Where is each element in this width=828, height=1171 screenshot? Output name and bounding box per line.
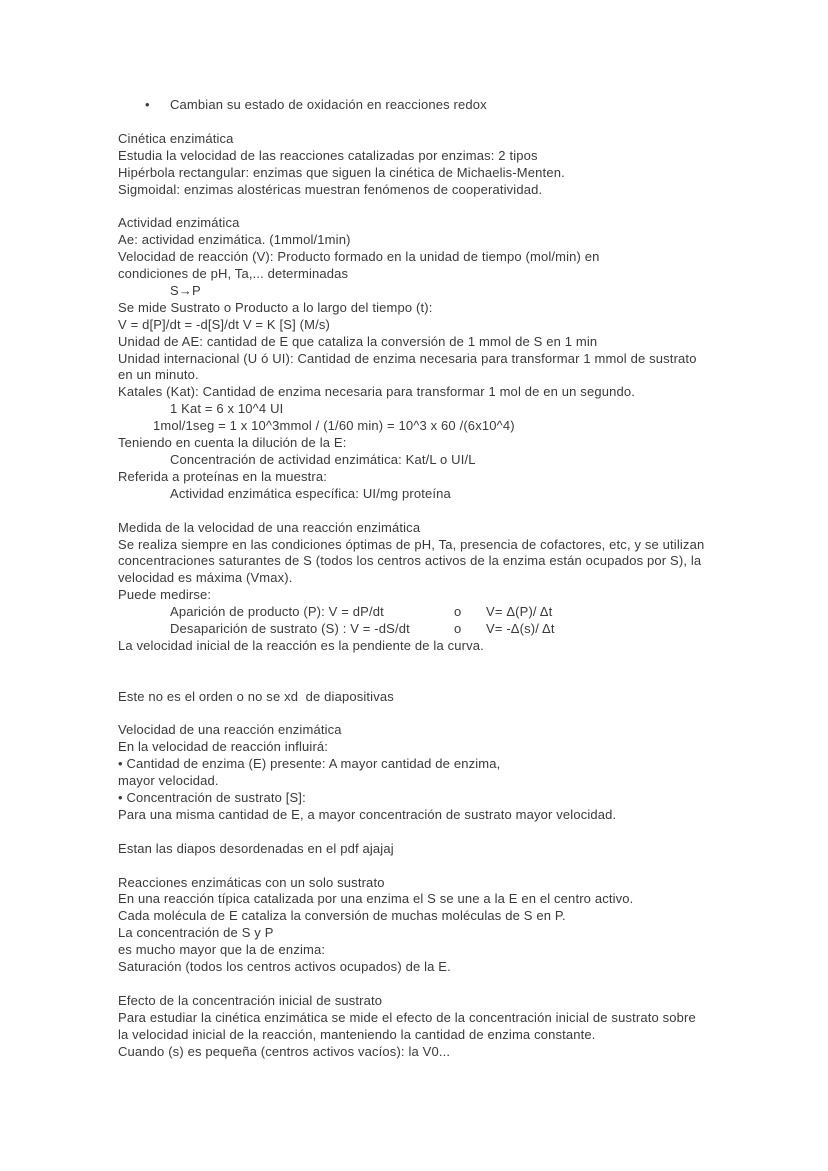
text-line: la velocidad inicial de la reacción, manteniendo la cantidad de enzima constante. bbox=[118, 1026, 596, 1042]
text-line: en un minuto. bbox=[118, 367, 199, 383]
text-line: Hipérbola rectangular: enzimas que siguen la cinética de Michaelis-Menten. bbox=[118, 164, 565, 180]
bullet-paragraph bbox=[118, 97, 778, 114]
text-line: condiciones de pH, Ta,... determinadas bbox=[118, 266, 349, 282]
text-line: La concentración de S y P bbox=[118, 925, 274, 941]
text-line bbox=[118, 604, 778, 621]
text-line: Concentración de actividad enzimática: Kat/L o UI/L bbox=[170, 452, 476, 467]
text-line: Para estudiar la cinética enzimática se mide el efecto de la concentración inicial de sustrato sobre bbox=[118, 1009, 696, 1025]
text-line: 1 Kat = 6 x 10^4 UI bbox=[170, 401, 284, 417]
text-line: Actividad enzimática específica: UI/mg proteína bbox=[170, 485, 451, 501]
text-line: concentraciones saturantes de S (todos los centros activos de la enzima están ocupados por S), la bbox=[118, 553, 702, 569]
text-line: En la velocidad de reacción influirá: bbox=[118, 739, 329, 755]
text-line: La velocidad inicial de la reacción es la pendiente de la curva. bbox=[118, 637, 484, 653]
formula-segment: o bbox=[454, 604, 462, 620]
paragraph bbox=[118, 993, 778, 1061]
text-line: Estan las diapos desordenadas en el pdf ajajaj bbox=[118, 840, 394, 856]
paragraph bbox=[118, 722, 778, 823]
text-line: 1mol/1seg = 1 x 10^3mmol / (1/60 min) = 10^3 x 60 /(6x10^4) bbox=[153, 418, 515, 434]
formula-segment: V= Δ(P)/ Δt bbox=[486, 604, 553, 620]
text-line: En una reacción típica catalizada por una enzima el S se une a la E en el centro activo. bbox=[118, 891, 634, 907]
text-line: Unidad internacional (U ó UI): Cantidad de enzima necesaria para transformar 1 mmol de sustrato bbox=[118, 350, 697, 366]
text-line: Sigmoidal: enzimas alostéricas muestran fenómenos de cooperatividad. bbox=[118, 181, 543, 197]
paragraph bbox=[118, 841, 778, 858]
text-line: Unidad de AE: cantidad de E que cataliza la conversión de 1 mmol de S en 1 min bbox=[118, 333, 598, 349]
text-line: Estudia la velocidad de las reacciones catalizadas por enzimas: 2 tipos bbox=[118, 147, 538, 163]
text-line: Medida de la velocidad de una reacción enzimática bbox=[118, 519, 421, 535]
formula-segment: V= -Δ(s)/ Δt bbox=[486, 621, 555, 637]
text-line: es mucho mayor que la de enzima: bbox=[118, 942, 326, 958]
text-line: • Cantidad de enzima (E) presente: A mayor cantidad de enzima, bbox=[118, 756, 501, 772]
text-line: Velocidad de una reacción enzimática bbox=[118, 722, 342, 738]
formula-segment: Aparición de producto (P): V = dP/dt bbox=[170, 604, 384, 620]
formula-segment: o bbox=[454, 621, 462, 637]
bullet-item-text: Cambian su estado de oxidación en reacciones redox bbox=[170, 97, 487, 112]
text-line: Katales (Kat): Cantidad de enzima necesaria para transformar 1 mol de en un segundo. bbox=[118, 384, 635, 400]
text-line: V = d[P]/dt = -d[S]/dt V = K [S] (M/s) bbox=[118, 316, 330, 332]
text-line: Referida a proteínas en la muestra: bbox=[118, 468, 328, 484]
paragraph bbox=[118, 131, 778, 199]
text-line: Reacciones enzimáticas con un solo sustrato bbox=[118, 874, 385, 890]
paragraph bbox=[118, 215, 778, 502]
text-line: Ae: actividad enzimática. (1mmol/1min) bbox=[118, 232, 351, 248]
paragraph bbox=[118, 689, 778, 706]
text-line: velocidad es máxima (Vmax). bbox=[118, 570, 293, 586]
text-line: Velocidad de reacción (V): Producto formado en la unidad de tiempo (mol/min) en bbox=[118, 249, 600, 265]
paragraph bbox=[118, 520, 778, 655]
paragraph bbox=[118, 875, 778, 976]
formula-segment: Desaparición de sustrato (S) : V = -dS/dt bbox=[170, 621, 410, 637]
text-line bbox=[118, 621, 778, 638]
text-line: Cada molécula de E cataliza la conversión de muchas moléculas de S en P. bbox=[118, 908, 566, 924]
text-line: Se mide Sustrato o Producto a lo largo del tiempo (t): bbox=[118, 299, 433, 315]
text-line: S→P bbox=[170, 282, 201, 298]
text-line: Este no es el orden o no se xd de diapositivas bbox=[118, 688, 394, 704]
text-line: Puede medirse: bbox=[118, 587, 212, 603]
text-line: Se realiza siempre en las condiciones óptimas de pH, Ta, presencia de cofactores, etc, y se utilizan bbox=[118, 536, 705, 552]
text-line: • Concentración de sustrato [S]: bbox=[118, 790, 306, 806]
text-line: mayor velocidad. bbox=[118, 773, 219, 789]
text-line bbox=[118, 97, 778, 114]
text-line: Teniendo en cuenta la dilución de la E: bbox=[118, 435, 347, 451]
document-content bbox=[118, 97, 778, 1061]
bullet-icon: • bbox=[145, 97, 150, 112]
text-line: Cuando (s) es pequeña (centros activos vacíos): la V0... bbox=[118, 1043, 451, 1059]
text-line: Actividad enzimática bbox=[118, 215, 240, 231]
text-line: Efecto de la concentración inicial de sustrato bbox=[118, 992, 383, 1008]
text-line: Para una misma cantidad de E, a mayor concentración de sustrato mayor velocidad. bbox=[118, 806, 617, 822]
text-line: Saturación (todos los centros activos ocupados) de la E. bbox=[118, 959, 451, 975]
text-line: Cinética enzimática bbox=[118, 130, 234, 146]
